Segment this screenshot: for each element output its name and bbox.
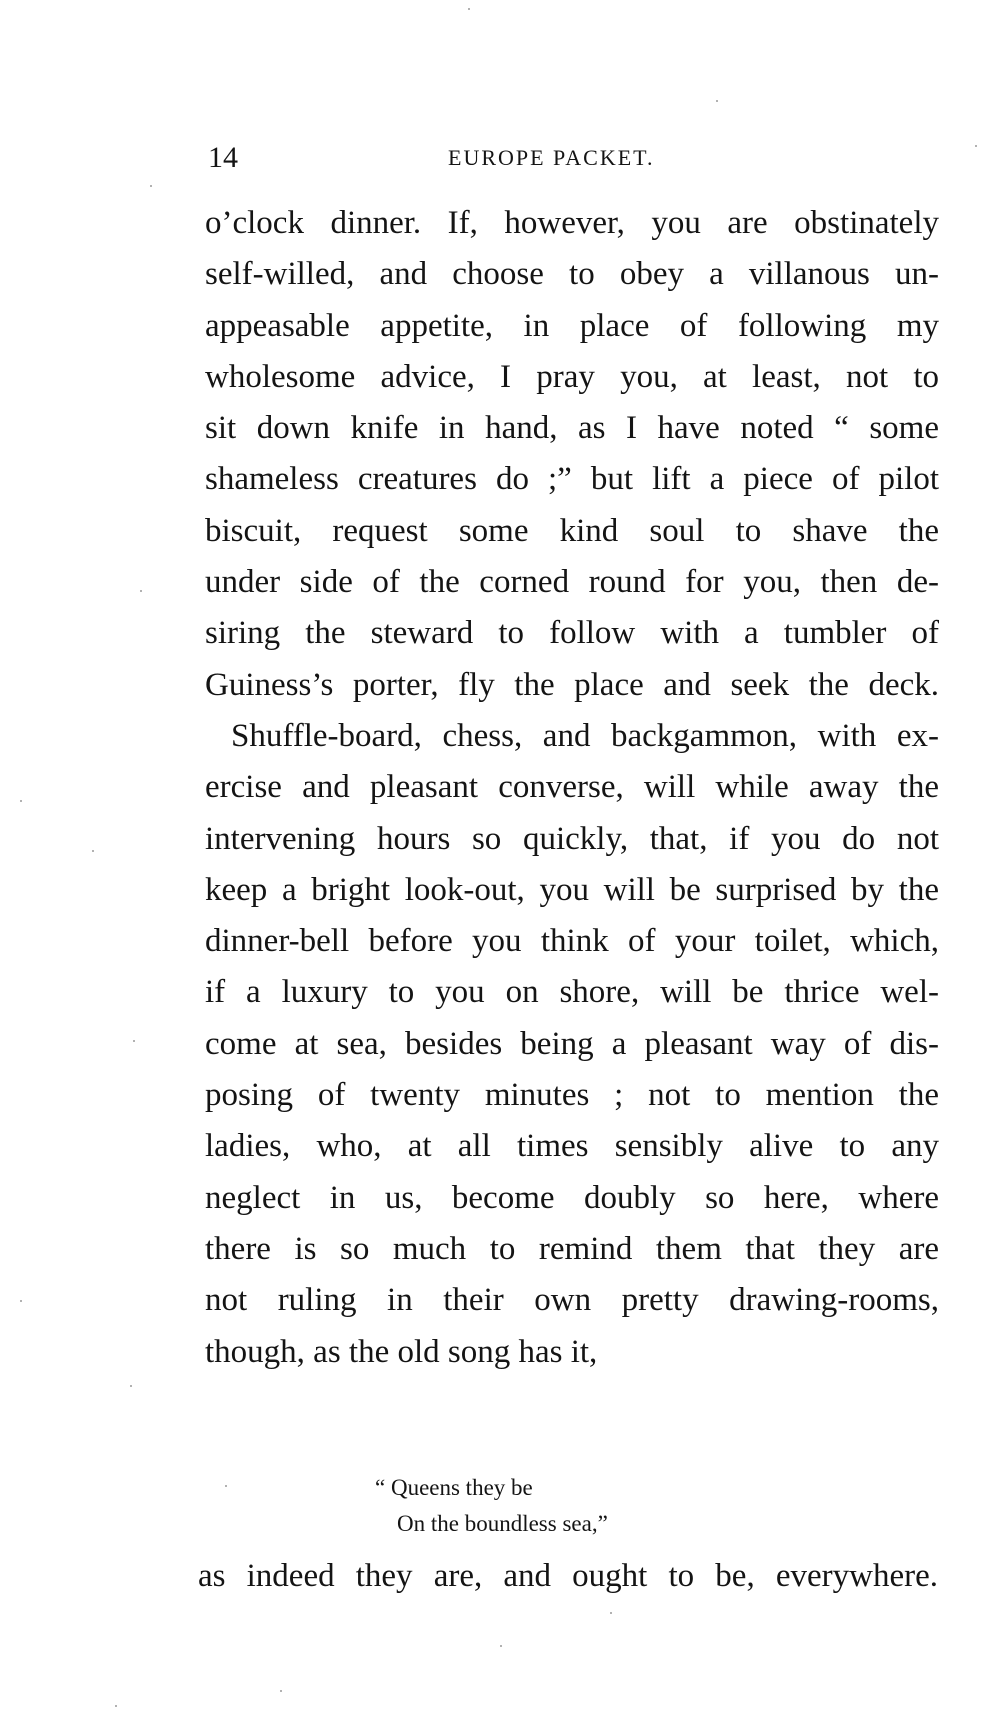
text-line: appeasable appetite, in place of following my	[205, 307, 939, 344]
running-head	[208, 140, 938, 176]
verse-line: “ Queens they be	[375, 1475, 533, 1500]
text-line: sit down knife in hand, as I have noted “ some	[205, 410, 939, 447]
text-line: neglect in us, become doubly so here, where	[205, 1179, 939, 1216]
paper-speck	[716, 100, 718, 102]
paper-speck	[20, 1300, 22, 1302]
verse-quotation	[375, 1470, 608, 1542]
text-line: Guiness’s porter, fly the place and seek the deck.	[205, 666, 939, 703]
text-line: ladies, who, at all times sensibly alive to any	[205, 1128, 939, 1165]
paper-speck	[610, 1612, 612, 1614]
paper-speck	[500, 1645, 502, 1647]
verse-line: On the boundless sea,”	[397, 1511, 608, 1536]
text-line: if a luxury to you on shore, will be thrice wel-	[205, 974, 939, 1011]
paper-speck	[280, 1690, 282, 1692]
paper-speck	[115, 1705, 117, 1707]
text-line: under side of the corned round for you, then de-	[205, 564, 939, 601]
text-line: keep a bright look-out, you will be surprised by the	[205, 871, 939, 908]
text-line: intervening hours so quickly, that, if you do not	[205, 820, 939, 857]
paper-speck	[468, 8, 470, 10]
text-line: o’clock dinner. If, however, you are obstinately	[205, 205, 939, 241]
paper-speck	[225, 1485, 227, 1487]
text-line: though, as the old song has it,	[205, 1333, 598, 1370]
paper-speck	[20, 800, 22, 802]
closing-line: as indeed they are, and ought to be, everywhere.	[198, 1558, 938, 1594]
paper-speck	[92, 850, 94, 852]
running-title: EUROPE PACKET.	[448, 145, 655, 170]
text-line: biscuit, request some kind soul to shave the	[205, 512, 939, 549]
body-text	[205, 198, 939, 1378]
text-line: siring the steward to follow with a tumbler of	[205, 615, 939, 652]
text-line: shameless creatures do ;” but lift a piece of pilot	[205, 461, 939, 498]
text-line: Shuffle-board, chess, and backgammon, with ex-	[231, 717, 939, 754]
paper-speck	[975, 145, 977, 147]
text-line: dinner-bell before you think of your toilet, which,	[205, 923, 939, 960]
text-line: not ruling in their own pretty drawing-rooms,	[205, 1282, 939, 1319]
paper-speck	[140, 590, 142, 592]
page-number: 14	[208, 141, 238, 174]
paper-speck	[130, 1385, 132, 1387]
paper-speck	[133, 1040, 135, 1042]
text-line: ercise and pleasant converse, will while away the	[205, 769, 939, 806]
text-line: come at sea, besides being a pleasant way of dis-	[205, 1025, 939, 1062]
text-line: wholesome advice, I pray you, at least, not to	[205, 358, 939, 395]
paper-speck	[150, 185, 152, 187]
text-line: there is so much to remind them that they are	[205, 1230, 939, 1267]
text-line: self-willed, and choose to obey a villanous un-	[205, 256, 939, 293]
text-line: posing of twenty minutes ; not to mention the	[205, 1077, 939, 1114]
